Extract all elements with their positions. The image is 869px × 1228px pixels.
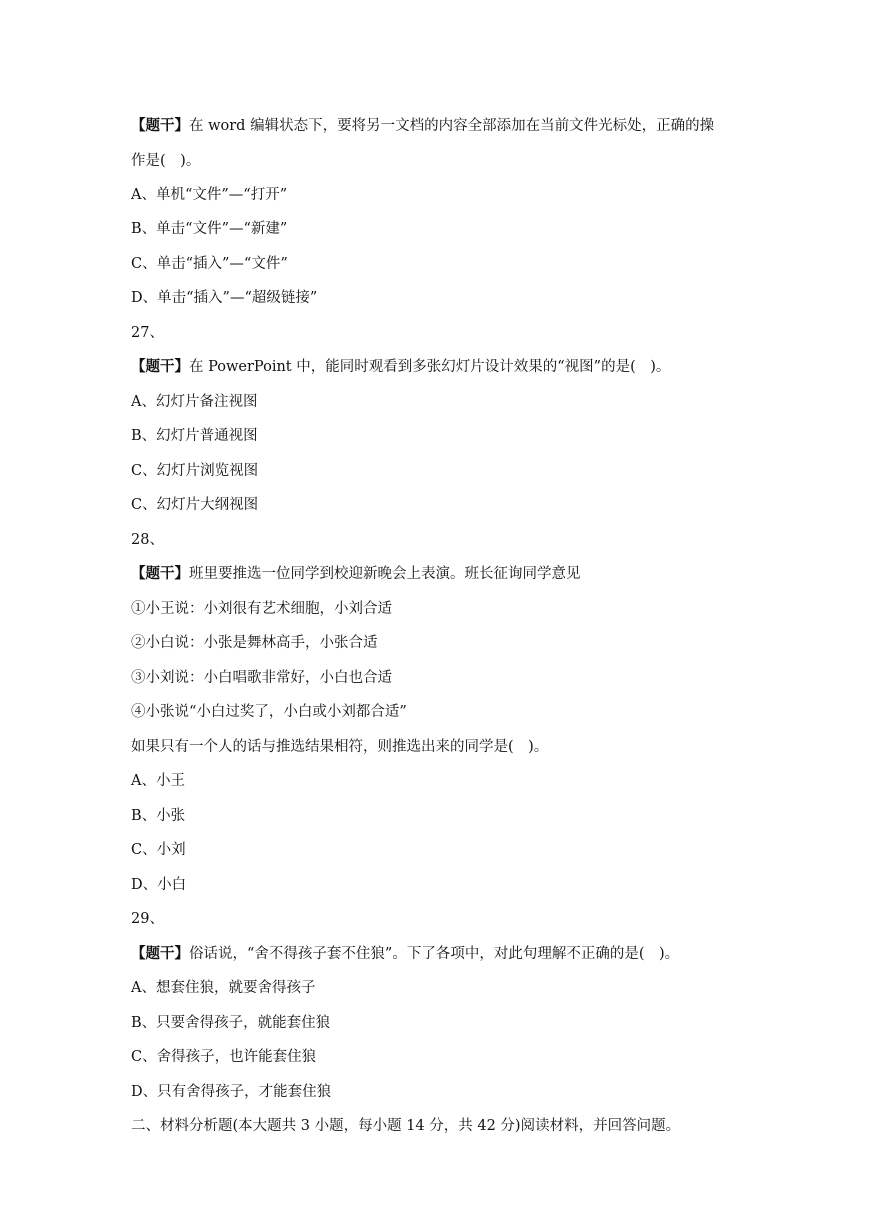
q28-statement-3: ③小刘说：小白唱歌非常好，小白也合适 (131, 669, 392, 686)
q29-option-c: C、舍得孩子，也许能套住狼 (131, 1049, 317, 1065)
q26-stem-tag: 【题干】 (131, 117, 189, 134)
q28-statement-1: ①小王说：小刘很有艺术细胞，小刘合适 (131, 600, 392, 617)
q29-number: 29、 (131, 911, 164, 927)
q27-stem-text: 在 PowerPoint 中，能同时观看到多张幻灯片设计效果的“视图”的是( )。 (189, 359, 671, 375)
q27-option-d: C、幻灯片大纲视图 (131, 497, 259, 513)
q29-stem-tag: 【题干】 (131, 944, 189, 962)
q28-question: 如果只有一个人的话与推选结果相符，则推选出来的同学是( )。 (131, 738, 549, 755)
q29-stem-line (131, 937, 751, 972)
q28-option-a: A、小王 (131, 773, 185, 789)
q26-option-a: A、单机“文件”—“打开” (131, 186, 288, 203)
q26-stem-line-2: 作是( )。 (131, 152, 201, 169)
q27-stem-line (131, 350, 751, 385)
q28-option-b: B、小张 (131, 807, 186, 824)
q27-option-b: B、幻灯片普通视图 (131, 428, 258, 444)
q26-stem-line (131, 109, 751, 144)
q28-option-c: C、小刘 (131, 842, 186, 858)
q29-option-d: D、只有舍得孩子，才能套住狼 (131, 1083, 332, 1100)
q28-statement-2: ②小白说：小张是舞林高手，小张合适 (131, 635, 378, 651)
q28-stem-line (131, 557, 751, 592)
q28-statement-4: ④小张说“小白过奖了，小白或小刘都合适” (131, 704, 407, 720)
section-2-heading: 二、材料分析题(本大题共 3 小题，每小题 14 分，共 42 分)阅读材料，并回答问题。 (131, 1118, 681, 1134)
q28-number: 28、 (131, 531, 164, 548)
q27-stem-tag: 【题干】 (131, 358, 189, 375)
q28-stem-text: 班里要推选一位同学到校迎新晚会上表演。班长征询同学意见 (189, 566, 581, 582)
q29-option-a: A、想套住狼，就要舍得孩子 (131, 980, 316, 996)
q26-option-c: C、单击“插入”—“文件” (131, 255, 288, 272)
q28-stem-tag: 【题干】 (131, 565, 189, 582)
document-content (131, 109, 751, 1144)
q27-option-c: C、幻灯片浏览视图 (131, 462, 259, 479)
q27-option-a: A、幻灯片备注视图 (131, 393, 258, 410)
q26-option-b: B、单击“文件”—“新建” (131, 221, 288, 237)
q29-stem-text: 俗话说，“舍不得孩子套不住狼”。下了各项中，对此句理解不正确的是( )。 (189, 945, 680, 962)
q29-option-b: B、只要舍得孩子，就能套住狼 (131, 1014, 331, 1031)
q27-number: 27、 (131, 324, 164, 341)
q28-option-d: D、小白 (131, 876, 187, 893)
q26-option-d: D、单击“插入”—“超级链接” (131, 290, 318, 306)
q26-stem-text: 在 word 编辑状态下，要将另一文档的内容全部添加在当前文件光标处，正确的操 (189, 118, 715, 134)
